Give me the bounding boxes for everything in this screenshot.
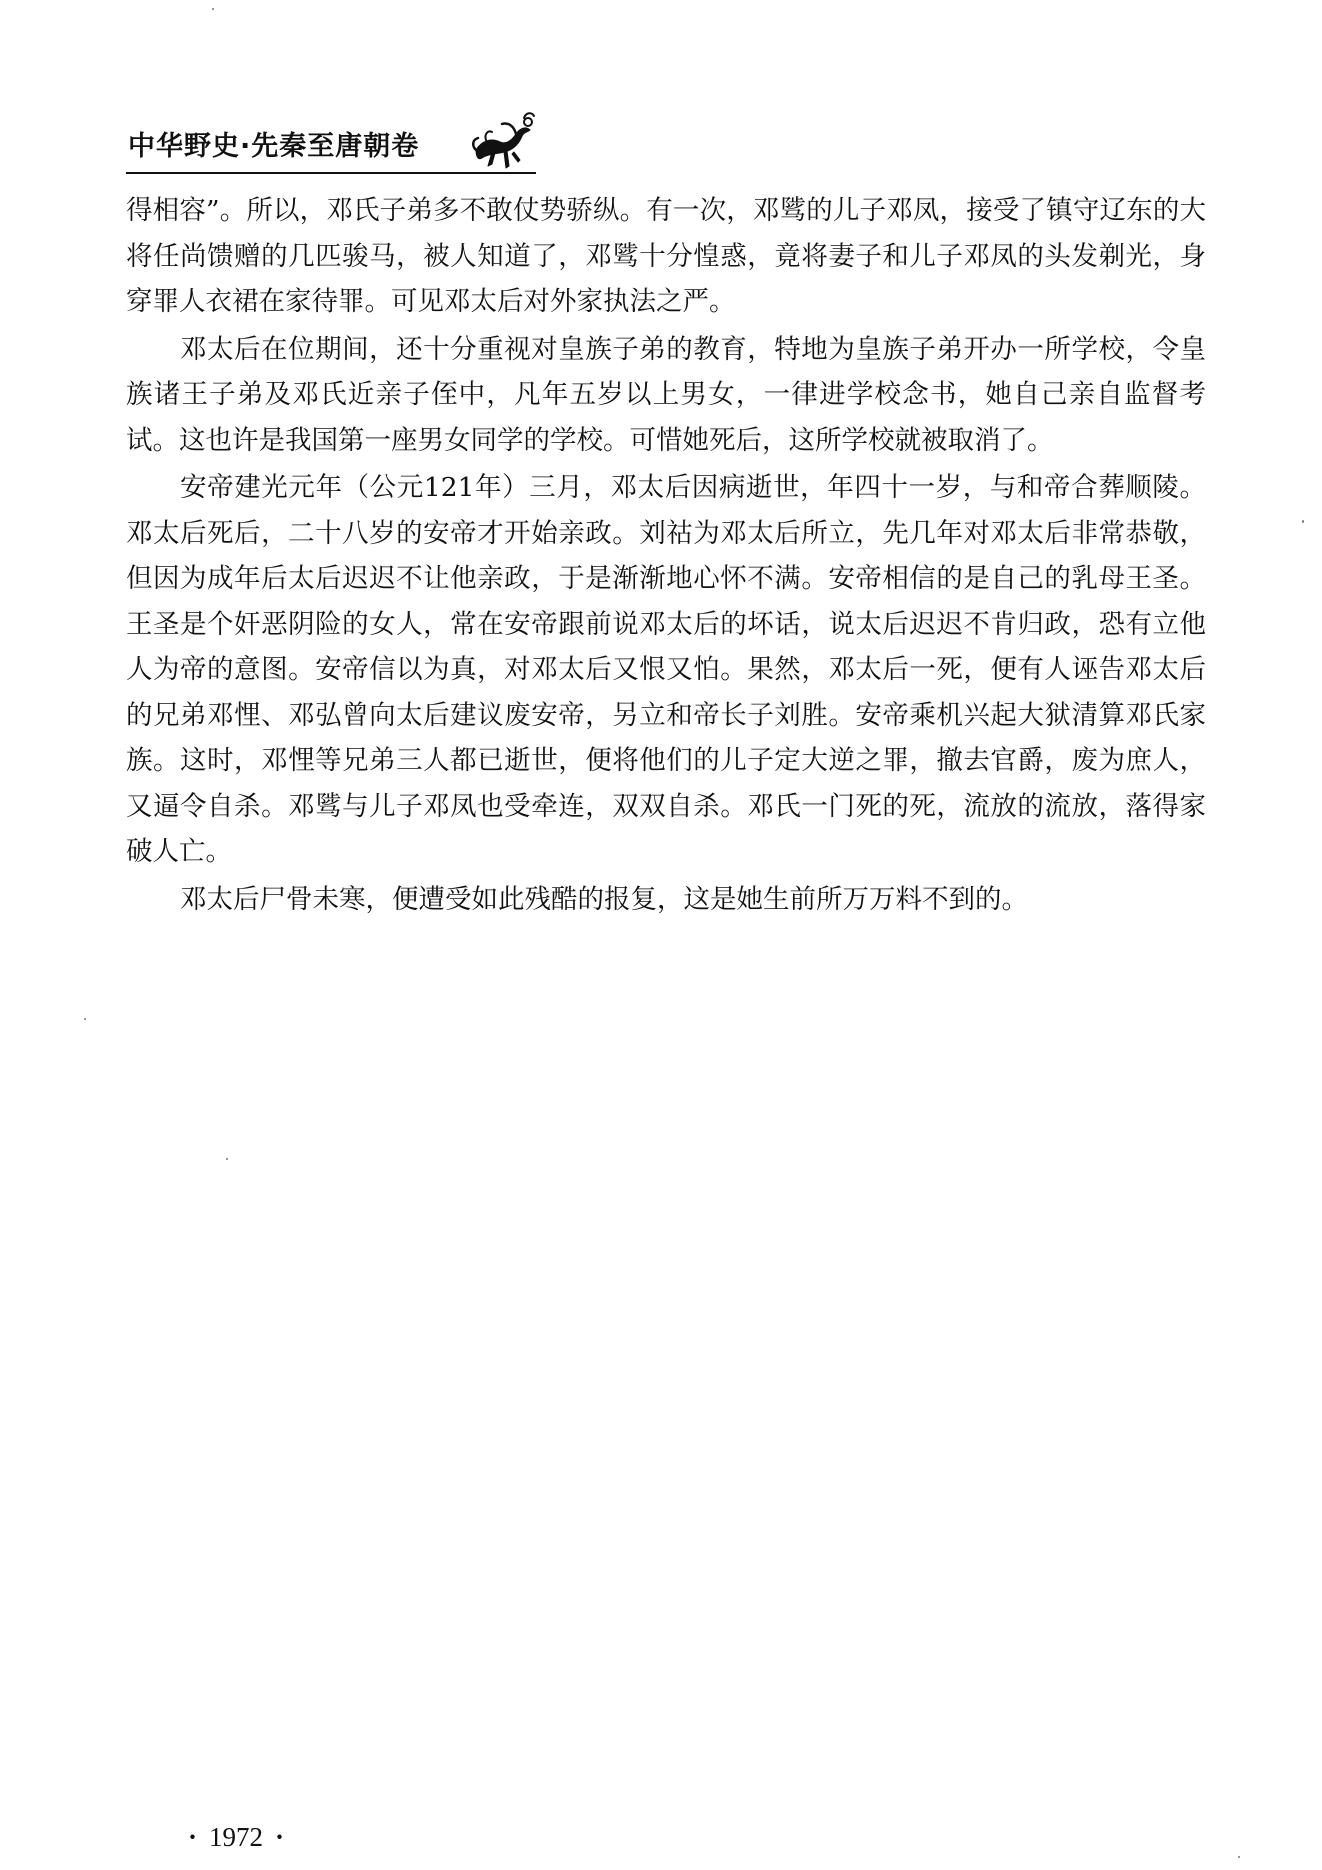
scan-speck [212,8,214,10]
book-title: 中华野史·先秦至唐朝卷 [128,131,420,162]
scan-speck [84,1018,86,1020]
folio-separator-left: · [188,1822,198,1852]
running-header [126,118,536,176]
paragraph-4: 邓太后尸骨未寒，便遭受如此残酷的报复，这是她生前所万万料不到的。 [180,883,1028,915]
paragraph-3: 安帝建光元年（公元121年）三月，邓太后因病逝世，年四十一岁，与和帝合葬顺陵。邓太后死后，二十八岁的安帝才开始亲政。刘祜为邓太后所立，先几年对邓太后非常恭敬，但因为成年后太后迟迟不让他亲政，于是渐渐地心怀不满。安帝相信的是自己的乳母王圣。王圣是个奸恶阴险的女人，常在安帝跟前说邓太后的坏话，说太后迟迟不肯归政，恐有立他人为帝的意图。安帝信以为真，对邓太后又恨又怕。果然，邓太后一死，便有人诬告邓太后的兄弟邓悝、邓弘曾向太后建议废安帝，另立和帝长子刘胜。安帝乘机兴起大狱清算邓氏家族。这时，邓悝等兄弟三人都已逝世，便将他们的儿子定大逆之罪，撤去官爵，废为庶人，又逼令自杀。邓骘与儿子邓凤也受牵连，双双自杀。邓氏一门死的死，流放的流放，落得家破人亡。 [126,472,1206,867]
page-number: 1972 [209,1822,264,1852]
folio-separator-right: · [275,1822,285,1852]
paragraph-1: 得相容”。所以，邓氏子弟多不敢仗势骄纵。有一次，邓骘的儿子邓凤，接受了镇守辽东的大将任尚馈赠的几匹骏马，被人知道了，邓骘十分惶惑，竟将妻子和儿子邓凤的头发剃光，身穿罪人衣裙在家待罪。可见邓太后对外家执法之严。 [126,195,1206,317]
paragraph-2: 邓太后在位期间，还十分重视对皇族子弟的教育，特地为皇族子弟开办一所学校，令皇族诸王子弟及邓氏近亲子侄中，凡年五岁以上男女，一律进学校念书，她自己亲自监督考试。这也许是我国第一座男女同学的学校。可惜她死后，这所学校就被取消了。 [126,333,1206,456]
scan-speck [1238,1856,1240,1858]
page-number-footer [176,1822,296,1853]
body-text [126,188,1206,924]
scan-speck [226,1158,228,1160]
scan-speck [1302,520,1304,523]
dragon-emblem-icon [468,110,538,172]
header-rule [126,172,536,174]
